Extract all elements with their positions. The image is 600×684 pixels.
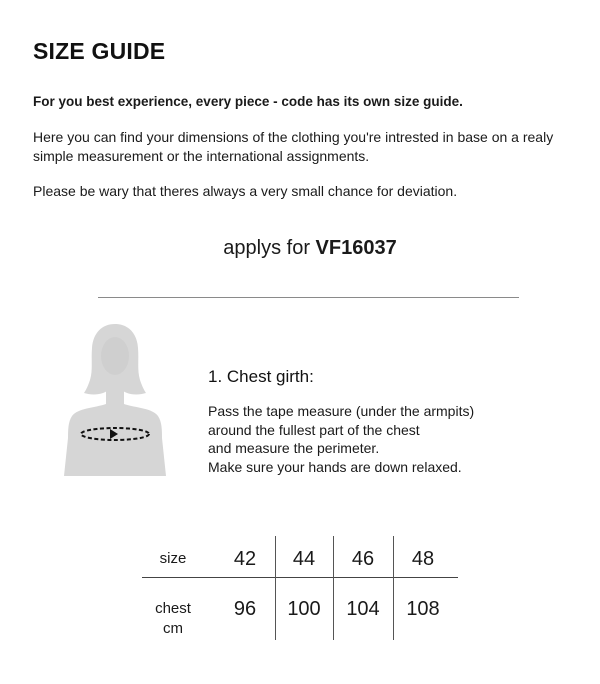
intro-bold-text: For you best experience, every piece - code has its own size guide. xyxy=(33,94,463,109)
applys-for xyxy=(0,237,600,260)
measurement-instructions xyxy=(208,402,538,476)
instruction-line: and measure the perimeter. xyxy=(208,440,380,456)
female-silhouette-chest-tape-icon xyxy=(60,318,170,486)
product-code: VF16037 xyxy=(315,237,397,259)
divider xyxy=(98,297,519,298)
measurement-title: 1. Chest girth: xyxy=(208,367,314,386)
chest-cell: 100 xyxy=(287,598,321,620)
intro-text: Here you can find your dimensions of the clothing you're intrested in base on a realy simple measurement or the international assignments. xyxy=(33,129,554,164)
instruction-line: around the fullest part of the chest xyxy=(208,421,420,438)
size-cell: 42 xyxy=(233,548,257,570)
chest-label: chest xyxy=(155,600,191,617)
chest-row-label xyxy=(142,599,204,639)
chest-cell: 96 xyxy=(233,598,257,620)
chest-cell: 108 xyxy=(406,598,440,620)
table-divider xyxy=(142,577,458,578)
size-cell: 46 xyxy=(351,548,375,570)
size-row-label: size xyxy=(159,550,187,567)
chest-cell: 104 xyxy=(346,598,380,620)
deviation-warning: Please be wary that theres always a very small chance for deviation. xyxy=(33,183,458,199)
size-cell: 44 xyxy=(292,548,316,570)
page-title: SIZE GUIDE xyxy=(33,38,166,64)
size-table xyxy=(142,536,460,642)
chest-unit: cm xyxy=(163,620,183,637)
instruction-line: Pass the tape measure (under the armpits) xyxy=(208,403,475,419)
instruction-line: Make sure your hands are down relaxed. xyxy=(208,458,462,475)
applys-prefix: applys for xyxy=(223,237,316,259)
size-cell: 48 xyxy=(411,548,435,570)
